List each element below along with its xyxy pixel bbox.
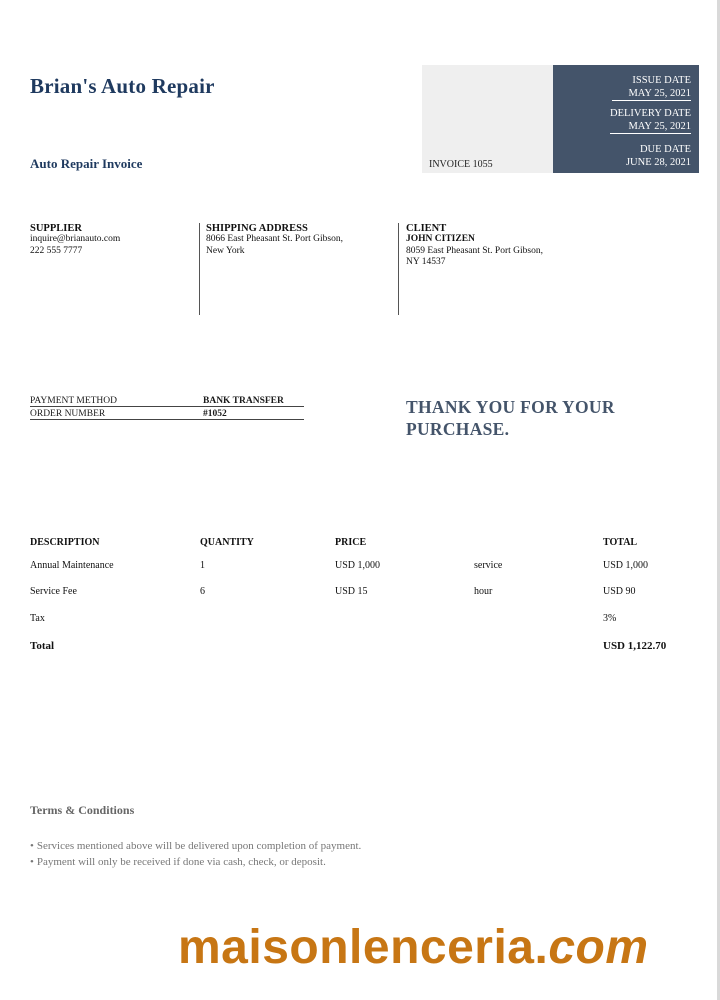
order-number-value: #1052 (203, 409, 227, 419)
row-description: Tax (30, 613, 45, 624)
thank-you-message (406, 396, 696, 440)
shipping-line-1: 8066 East Pheasant St. Port Gibson, (206, 234, 343, 244)
row-unit: service (474, 560, 503, 571)
terms-list (30, 838, 361, 870)
row-description: Annual Maintenance (30, 560, 114, 571)
delivery-date-block (610, 107, 691, 134)
terms-item: • Payment will only be received if done via cash, check, or deposit. (30, 854, 361, 870)
due-date-label: DUE DATE (639, 144, 691, 155)
watermark-logo (178, 920, 649, 975)
client-name: JOHN CITIZEN (406, 234, 475, 244)
issue-date-value: MAY 25, 2021 (612, 87, 691, 101)
client-line-1: 8059 East Pheasant St. Port Gibson, (406, 245, 543, 256)
payment-method-label: PAYMENT METHOD (30, 396, 118, 406)
terms-item: • Services mentioned above will be delivered upon completion of payment. (30, 838, 361, 854)
delivery-date-label: DELIVERY DATE (610, 108, 691, 119)
shipping-line-2: New York (206, 245, 245, 256)
grand-total-value: USD 1,122.70 (603, 640, 667, 652)
header-quantity: QUANTITY (200, 537, 254, 548)
invoice-number: INVOICE 1055 (429, 159, 493, 170)
shipping-section (206, 223, 391, 257)
watermark-tld: com (548, 921, 649, 974)
header-description: DESCRIPTION (30, 537, 100, 548)
thank-you-line-1: THANK YOU FOR YOUR (406, 397, 615, 417)
divider-line (199, 223, 200, 315)
row-quantity: 6 (200, 586, 205, 597)
row-total: 3% (603, 613, 617, 624)
supplier-email: inquire@brianauto.com (30, 234, 121, 244)
order-number-row (30, 407, 304, 420)
shipping-label: SHIPPING ADDRESS (206, 223, 308, 234)
row-unit: hour (474, 586, 493, 597)
header-price: PRICE (335, 537, 367, 548)
delivery-date-value: MAY 25, 2021 (610, 120, 691, 134)
payment-method-row (30, 394, 304, 407)
row-quantity: 1 (200, 560, 205, 571)
client-label: CLIENT (406, 223, 447, 234)
due-date-value: JUNE 28, 2021 (625, 157, 691, 168)
watermark-main: maisonlenceria. (178, 921, 549, 974)
due-date-block (610, 143, 691, 169)
invoice-subtitle: Auto Repair Invoice (30, 156, 143, 171)
dates-panel (553, 65, 699, 173)
company-name: Brian's Auto Repair (30, 74, 215, 98)
client-section (406, 223, 606, 269)
invoice-number-box (422, 65, 553, 173)
header-total: TOTAL (603, 537, 638, 548)
issue-date-label: ISSUE DATE (632, 75, 691, 86)
supplier-label: SUPPLIER (30, 223, 82, 234)
client-line-2: NY 14537 (406, 257, 446, 267)
supplier-section (30, 223, 195, 257)
supplier-phone: 222 555 7777 (30, 245, 83, 256)
row-price: USD 15 (335, 586, 368, 597)
divider-line (398, 223, 399, 315)
payment-method-value: BANK TRANSFER (203, 396, 284, 406)
thank-you-line-2: PURCHASE. (406, 419, 510, 439)
row-total: USD 1,000 (603, 560, 649, 571)
payment-table (30, 394, 304, 420)
row-description: Service Fee (30, 586, 77, 597)
terms-title: Terms & Conditions (30, 803, 135, 817)
row-total: USD 90 (603, 586, 636, 597)
issue-date-block (612, 74, 691, 101)
row-price: USD 1,000 (335, 560, 381, 571)
grand-total-label: Total (30, 640, 55, 652)
order-number-label: ORDER NUMBER (30, 409, 106, 419)
